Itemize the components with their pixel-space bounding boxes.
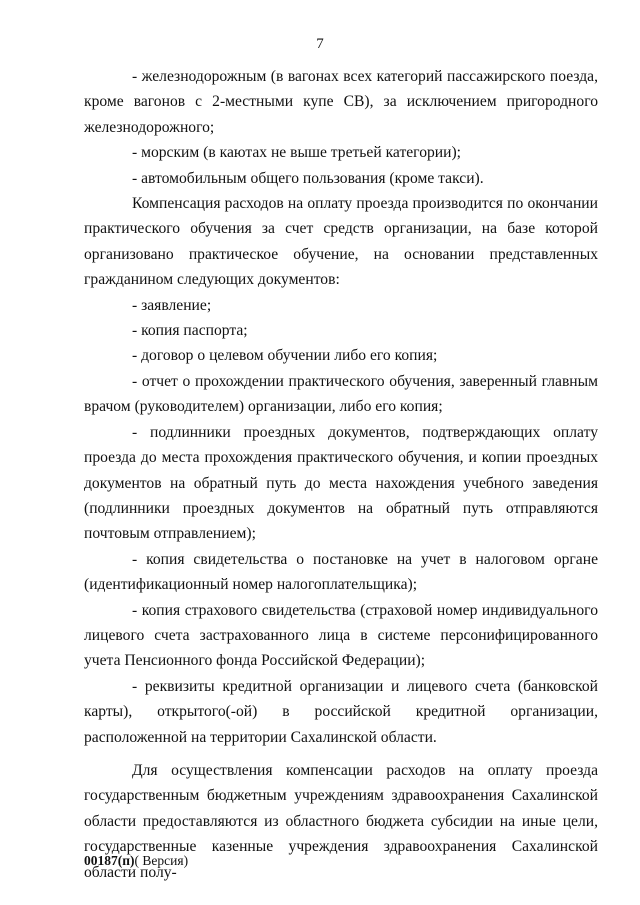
paragraph-subsidies: Для осуществления компенсации расходов на оплату проезда государственным бюджетным учреждениям здравоохранения Сахалинской области предоставляются из областного бюджета субсидии на иные цели, государственные казенные учреждения здравоохранения Сахалинской области полу-: [84, 761, 598, 881]
list-item-contract: - договор о целевом обучении либо его копия;: [132, 347, 438, 365]
paragraph-road: - автомобильным общего пользования (кроме такси).: [132, 169, 484, 187]
list-item-passport-copy: - копия паспорта;: [132, 322, 248, 340]
document-version: ( Версия): [134, 853, 189, 868]
paragraph-compensation: Компенсация расходов на оплату проезда производится по окончании практического обучения за счет средств организации, на базе которой организовано практическое обучение, на основании представленных гражданином следующих документов:: [84, 195, 598, 289]
list-item-travel-documents: - подлинники проездных документов, подтверждающих оплату проезда до места прохождения практического обучения, и копии проездных документов на обратный путь до места нахождения учебного заведения (подлинники проездных документов на обратный путь отправляются почтовым отправлением);: [84, 423, 598, 543]
document-code: [84, 853, 188, 869]
list-item-practice-report: - отчет о прохождении практического обучения, заверенный главным врачом (руководителем) организации, либо его копия;: [84, 372, 598, 416]
list-item-insurance-certificate: - копия страхового свидетельства (страховой номер индивидуального лицевого счета застрахованного лица в системе персонифицированного учета Пенсионного фонда Российской Федерации);: [84, 601, 598, 670]
document-code-number: 00187(п): [84, 853, 135, 868]
page-number: 7: [316, 36, 324, 52]
list-item-bank-details: - реквизиты кредитной организации и лицевого счета (банковской карты), открытого(-ой) в российской кредитной организации, расположенной на территории Сахалинской области.: [84, 677, 598, 746]
document-body: [84, 64, 598, 885]
list-item-tax-certificate: - копия свидетельства о постановке на учет в налоговом органе (идентификационный номер налогоплательщика);: [84, 550, 598, 594]
paragraph-railway: - железнодорожным (в вагонах всех категорий пассажирского поезда, кроме вагонов с 2-местными купе СВ), за исключением пригородного железнодорожного;: [84, 68, 598, 136]
paragraph-sea: - морским (в каютах не выше третьей категории);: [132, 144, 461, 162]
list-item-application: - заявление;: [132, 296, 212, 314]
